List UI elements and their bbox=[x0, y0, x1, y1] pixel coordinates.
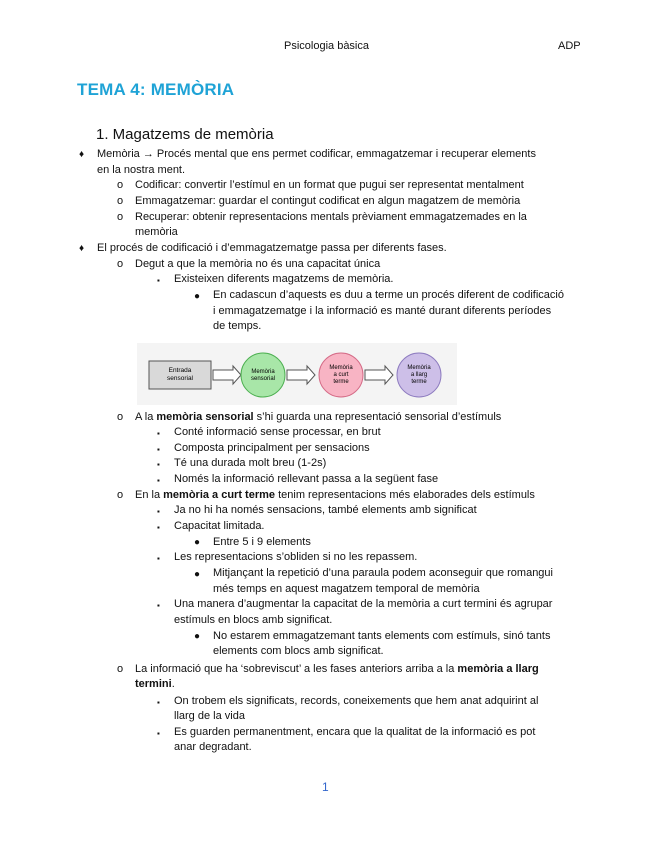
text-span: En la bbox=[135, 489, 164, 501]
text-line: més temps en aquest magatzem temporal de memòria bbox=[213, 583, 480, 595]
text-line: Una manera d’augmentar la capacitat de la memòria a curt termini és agrupar bbox=[174, 598, 553, 610]
circle-bullet-icon: o bbox=[117, 258, 124, 270]
circle-bullet-icon: o bbox=[117, 211, 124, 223]
text-line: Només la informació rellevant passa a la següent fase bbox=[174, 473, 439, 485]
sensory-memory-circle bbox=[241, 353, 285, 397]
text-line: llarg de la vida bbox=[174, 710, 245, 722]
text-line: Conté informació sense processar, en brut bbox=[174, 426, 381, 438]
short-term-label-3: terme bbox=[333, 379, 349, 385]
text-line: Recuperar: obtenir representacions mentals prèviament emmagatzemades en la bbox=[135, 211, 527, 223]
text-line: i emmagatzematge i la informació es manté durant diferents períodes bbox=[213, 305, 552, 317]
text-line: En cadascun d’aquests es duu a terme un procés diferent de codificació bbox=[213, 289, 564, 301]
diamond-bullet-icon: ♦ bbox=[79, 149, 85, 160]
header-author: ADP bbox=[558, 40, 581, 52]
text-line: memòria bbox=[135, 226, 178, 238]
circle-bullet-icon: o bbox=[117, 663, 124, 675]
dot-bullet-icon: ● bbox=[194, 569, 201, 580]
text-line: Memòria → Procés mental que ens permet codificar, emmagatzemar i recuperar elements bbox=[97, 148, 536, 160]
short-term-label-2: a curt bbox=[333, 372, 349, 378]
text-line: Capacitat limitada. bbox=[174, 520, 265, 532]
square-bullet-icon: ▪ bbox=[157, 460, 160, 469]
square-bullet-icon: ▪ bbox=[157, 276, 160, 285]
sensory-memory-label-1: Memòria bbox=[251, 369, 275, 375]
text-line: en la nostra ment. bbox=[97, 164, 186, 176]
text-line: Entre 5 i 9 elements bbox=[213, 536, 311, 548]
arrow-right-icon bbox=[365, 366, 393, 384]
square-bullet-icon: ▪ bbox=[157, 476, 160, 485]
circle-bullet-icon: o bbox=[117, 195, 124, 207]
text-line: Té una durada molt breu (1-2s) bbox=[174, 457, 327, 469]
bold-term: memòria a curt terme bbox=[163, 489, 276, 501]
text-line: de temps. bbox=[213, 320, 262, 332]
text-line: El procés de codificació i d’emmagatzematge passa per diferents fases. bbox=[97, 242, 447, 254]
text-span: tenim representacions més elaborades dels estímuls bbox=[275, 489, 535, 501]
square-bullet-icon: ▪ bbox=[157, 554, 160, 563]
text-span: . bbox=[171, 678, 175, 690]
section-title: 1. Magatzems de memòria bbox=[96, 126, 274, 143]
text-line: Les representacions s’obliden si no les repassem. bbox=[174, 551, 418, 563]
text-line: elements com blocs amb significat. bbox=[213, 645, 384, 657]
text-line: Es guarden permanentment, encara que la qualitat de la informació es pot bbox=[174, 726, 536, 738]
sensory-input-label-1: Entrada bbox=[168, 367, 192, 374]
square-bullet-icon: ▪ bbox=[157, 429, 160, 438]
text-span: A la bbox=[135, 411, 157, 423]
square-bullet-icon: ▪ bbox=[157, 523, 160, 532]
short-term-memory-line bbox=[135, 488, 535, 504]
text-line: No estarem emmagatzemant tants elements com estímuls, sinó tants bbox=[213, 630, 551, 642]
text-line: Degut a que la memòria no és una capacitat única bbox=[135, 258, 381, 270]
chapter-title: TEMA 4: MEMÒRIA bbox=[77, 80, 235, 99]
square-bullet-icon: ▪ bbox=[157, 507, 160, 516]
square-bullet-icon: ▪ bbox=[157, 445, 160, 454]
bold-term: termini bbox=[135, 678, 172, 690]
text-line: Emmagatzemar: guardar el contingut codificat en algun magatzem de memòria bbox=[135, 195, 521, 207]
text-line: Composta principalment per sensacions bbox=[174, 442, 370, 454]
text-span: s’hi guarda una representació sensorial d’estímuls bbox=[253, 411, 502, 423]
long-term-memory-line-cont bbox=[135, 677, 175, 693]
diamond-bullet-icon: ♦ bbox=[79, 243, 85, 254]
square-bullet-icon: ▪ bbox=[157, 601, 160, 610]
text-line: Mitjançant la repetició d’una paraula podem aconseguir que romangui bbox=[213, 567, 553, 579]
long-term-label-3: terme bbox=[411, 379, 427, 385]
text-line: anar degradant. bbox=[174, 741, 252, 753]
page-number: 1 bbox=[322, 780, 329, 794]
sensory-memory-line bbox=[135, 410, 501, 426]
long-term-memory-line bbox=[135, 662, 539, 678]
dot-bullet-icon: ● bbox=[194, 631, 201, 642]
square-bullet-icon: ▪ bbox=[157, 729, 160, 738]
text-line: On trobem els significats, records, coneixements que hem anat adquirint al bbox=[174, 695, 539, 707]
text-span: La informació que ha ‘sobreviscut’ a les fases anteriors arriba a la bbox=[135, 663, 458, 675]
text-line: Codificar: convertir l’estímul en un format que pugui ser representat mentalment bbox=[135, 179, 524, 191]
bold-term: memòria a llarg bbox=[457, 663, 539, 675]
arrow-right-icon bbox=[213, 366, 241, 384]
memory-stages-diagram bbox=[137, 343, 457, 405]
text-line: estímuls en blocs amb significat. bbox=[174, 614, 333, 626]
long-term-label-2: a llarg bbox=[410, 372, 428, 378]
circle-bullet-icon: o bbox=[117, 411, 124, 423]
square-bullet-icon: ▪ bbox=[157, 698, 160, 707]
short-term-label-1: Memòria bbox=[329, 365, 353, 371]
text-line: Existeixen diferents magatzems de memòria. bbox=[174, 273, 394, 285]
diagram-svg bbox=[137, 343, 457, 405]
sensory-memory-label-2: sensorial bbox=[250, 376, 276, 382]
long-term-label-1: Memòria bbox=[407, 365, 431, 371]
dot-bullet-icon: ● bbox=[194, 291, 201, 302]
header-course: Psicologia bàsica bbox=[284, 40, 369, 52]
arrow-right-icon bbox=[287, 366, 315, 384]
dot-bullet-icon: ● bbox=[194, 537, 201, 548]
bold-term: memòria sensorial bbox=[156, 411, 254, 423]
circle-bullet-icon: o bbox=[117, 489, 124, 501]
text-line: Ja no hi ha només sensacions, també elements amb significat bbox=[174, 504, 477, 516]
circle-bullet-icon: o bbox=[117, 179, 124, 191]
sensory-input-label-2: sensorial bbox=[166, 375, 194, 382]
